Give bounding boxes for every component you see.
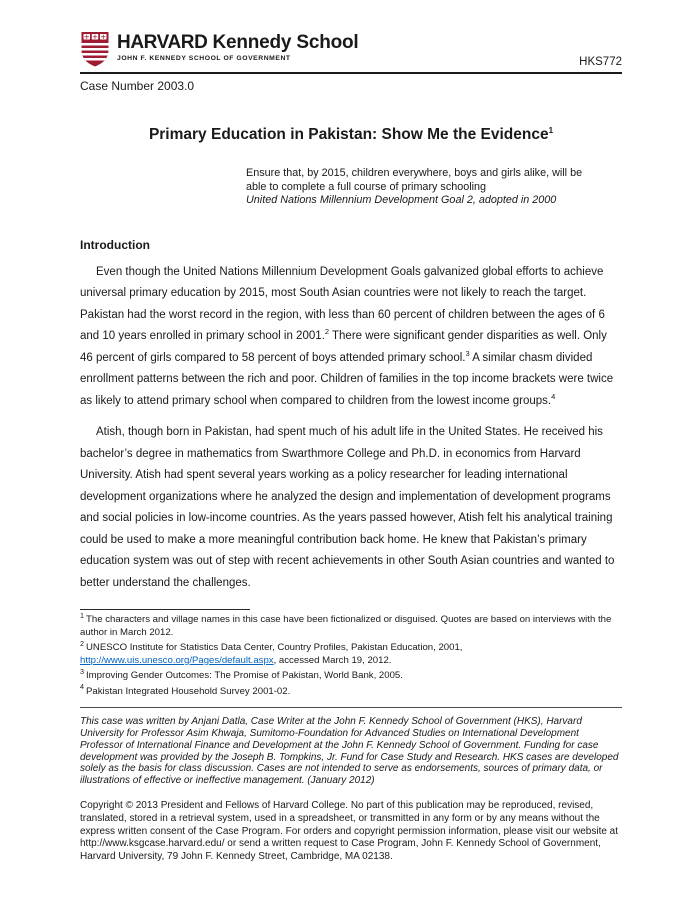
case-attribution: This case was written by Anjani Datla, Case Writer at the John F. Kennedy School of Government (HKS), Harvard University for Professor Asim Khwaja, Sumitomo-Foundation for Advanced Studies on International Development Professor of International Finance and Development at the John F. Kennedy School of Government. Funding for case development was provided by the Joseph B. Tompkins, Jr. Fund for Case Study and Research. HKS cases are developed solely as the basis for class discussion. Cases are not intended to serve as endorsements, sources of primary data, or illustrations of effective or ineffective management. (January 2012) — [80, 716, 619, 787]
harvard-kennedy-school-logo — [80, 30, 359, 69]
unesco-statistics-link[interactable]: http://www.uis.unesco.org/Pages/default.aspx — [80, 654, 274, 666]
logo-wordmark — [117, 33, 359, 53]
footnote-number: 2 — [80, 638, 84, 648]
logo-subtitle: JOHN F. KENNEDY SCHOOL OF GOVERNMENT — [117, 55, 291, 62]
footnote-ref-4: 4 — [551, 391, 556, 401]
footnote-2 — [80, 638, 622, 667]
intro-paragraph-2: Atish, though born in Pakistan, had spent much of his adult life in the United States. He received his bachelor’s degree in mathematics from Swarthmore College and Ph.D. in economics from Harvard University. Atish had spent several years working as a policy researcher for leading international development organizations where he analyzed the design and implementation of development programs and social policies in low-income countries. As the years passed however, Atish felt his analytical training could be used to make a more meaningful contribution back home. He knew that Pakistan’s primary education system was out of step with recent achievements in other South Asian countries and wanted to better understand the challenges. — [80, 426, 615, 589]
document-title-text: Primary Education in Pakistan: Show Me the Evidence — [148, 126, 549, 144]
document-title — [80, 126, 622, 144]
paragraph-text: Even though the United Nations Millennium Development Goals galvanized global efforts to achieve universal primary education by 2015, most South Asian countries were not likely to reach the target. Pakistan had the worst record in the region, with less than 60 percent of children between the ages of 6 and 10 years enrolled in primary school in 2001. — [80, 265, 605, 343]
footnote-text: The characters and village names in this case have been fictionalized or disguised. Quotes are based on interviews with the author in March 2012. — [80, 614, 612, 638]
copyright-notice: Copyright © 2013 President and Fellows of Harvard College. No part of this publication may be reproduced, revised, translated, stored in a retrieval system, used in a spreadsheet, or transmitted in any form or by any means without the express written consent of the Case Program. For orders and copyright permission information, please visit our website at http://www.ksgcase.harvard.edu/ or send a written request to Case Program, John F. Kennedy School of Government, Harvard University, 79 John F. Kennedy Street, Cambridge, MA 02138. — [80, 799, 619, 863]
logo-text — [117, 30, 359, 62]
document-header — [80, 30, 622, 93]
header-row — [80, 30, 622, 74]
footnote-number: 1 — [80, 610, 84, 620]
footnote-number: 4 — [80, 682, 84, 692]
footnote-text: UNESCO Institute for Statistics Data Center, Country Profiles, Pakistan Education, 2001, — [86, 642, 463, 654]
document-code: HKS772 — [579, 56, 622, 68]
footnotes — [80, 610, 622, 698]
footnote-ref-2: 2 — [324, 327, 330, 337]
title-footnote-ref: 1 — [548, 126, 554, 135]
footnote-text: Pakistan Integrated Household Survey 2001-02. — [86, 685, 291, 697]
footnote-separator — [80, 609, 250, 610]
epigraph-quote: Ensure that, by 2015, children everywhere, boys and girls alike, will be able to complete a full course of primary schooling — [246, 167, 583, 193]
footnote-text: , accessed March 19, 2012. — [273, 654, 392, 666]
logo-harvard-text: HARVARD — [117, 32, 208, 53]
epigraph — [246, 167, 598, 208]
footnote-text: Improving Gender Outcomes: The Promise of Pakistan, World Bank, 2005. — [86, 670, 403, 682]
case-number: Case Number 2003.0 — [80, 79, 195, 93]
footnote-number: 3 — [80, 666, 84, 676]
epigraph-attribution: United Nations Millennium Development Goal 2, adopted in 2000 — [246, 194, 557, 207]
paragraph-text: A similar chasm divided enrollment patterns between the rich and poor. Children of families in the top income brackets were twice as likely to attend primary school when compared to children from the lowest income groups. — [80, 351, 614, 407]
footnote-3 — [80, 666, 622, 683]
logo-kennedy-school-text: Kennedy School — [212, 32, 359, 53]
section-heading-introduction: Introduction — [80, 237, 150, 252]
footnote-1 — [80, 610, 622, 639]
paragraph-text: There were significant gender disparities as well. Only 46 percent of girls compared to 58 percent of boys attended primary school. — [80, 330, 607, 364]
footnote-ref-3: 3 — [465, 348, 470, 358]
footnote-4 — [80, 682, 622, 699]
intro-paragraph-1 — [80, 262, 622, 413]
attribution-divider — [80, 707, 622, 708]
harvard-shield-icon — [80, 30, 110, 69]
